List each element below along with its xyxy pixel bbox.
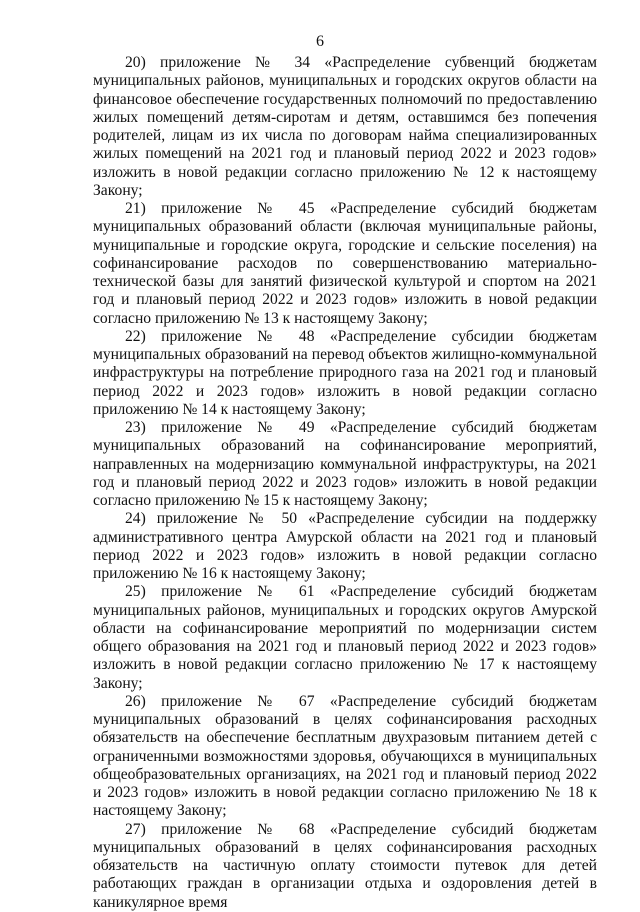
paragraph-item-23: 23) приложение № 49 «Распределение субсидий бюджетам муниципальных образований на софинансирование мероприятий, направленных на модернизацию коммунальной инфраструктуры, на 2021 год и плановый период 2022 и 2023 годов» изложить в новой редакции согласно приложению № 15 к настоящему Закону; — [93, 419, 597, 509]
paragraph-item-22: 22) приложение № 48 «Распределение субсидии бюджетам муниципальных образований на перевод объектов жилищно-коммунальной инфраструктуры на потребление природного газа на 2021 год и плановый период 2022 и 2023 годов» изложить в новой редакции согласно приложению № 14 к настоящему Закону; — [93, 327, 597, 418]
paragraph-item-26: 26) приложение № 67 «Распределение субсидий бюджетам муниципальных образований в целях софинансирования расходных обязательств на обеспечение бесплатным двухразовым питанием детей с ограниченными возможностями здоровья, обучающихся в муниципальных общеобразовательных организациях, на 2021 год и плановый период 2022 и 2023 годов» изложить в новой редакции согласно приложению № 18 к настоящему Закону; — [93, 692, 597, 820]
paragraph-item-27: 27) приложение № 68 «Распределение субсидий бюджетам муниципальных образований в целях софинансирования расходных обязательств на частичную оплату стоимости путевок для детей работающих граждан в организации отдыха и оздоровления детей в каникулярное время — [93, 820, 597, 911]
page-number: 6 — [316, 33, 324, 50]
document-body — [93, 54, 597, 912]
paragraph-item-20: 20) приложение № 34 «Распределение субвенций бюджетам муниципальных районов, муниципальных и городских округов области на финансовое обеспечение государственных полномочий по предоставлению жилых помещений детям-сиротам и детям, оставшимся без попечения родителей, лицам из их числа по договорам найма специализированных жилых помещений на 2021 год и плановый период 2022 и 2023 годов» изложить в новой редакции согласно приложению № 12 к настоящему Закону; — [93, 54, 597, 199]
paragraph-item-24: 24) приложение № 50 «Распределение субсидии на поддержку административного центра Амурской области на 2021 год и плановый период 2022 и 2023 годов» изложить в новой редакции согласно приложению № 16 к настоящему Закону; — [93, 510, 597, 582]
paragraph-item-21: 21) приложение № 45 «Распределение субсидий бюджетам муниципальных образований области (включая муниципальные районы, муниципальные и городские округа, городские и сельские поселения) на софинансирование расходов по совершенствованию материально-технической базы для занятий физической культурой и спортом на 2021 год и плановый период 2022 и 2023 годов» изложить в новой редакции согласно приложению № 13 к настоящему Закону; — [93, 200, 597, 327]
paragraph-item-25: 25) приложение № 61 «Распределение субсидий бюджетам муниципальных районов, муниципальных и городских округов Амурской области на софинансирование мероприятий по модернизации систем общего образования на 2021 год и плановый период 2022 и 2023 годов» изложить в новой редакции согласно приложению № 17 к настоящему Закону; — [93, 583, 597, 692]
